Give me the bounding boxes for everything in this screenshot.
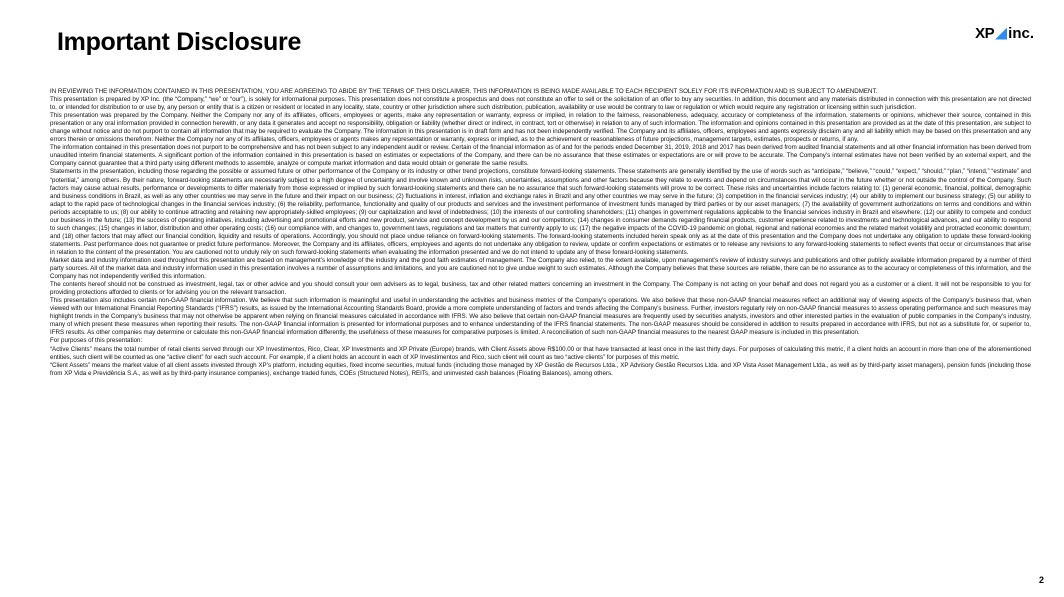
disclosure-paragraph: IN REVIEWING THE INFORMATION CONTAINED IN THIS PRESENTATION, YOU ARE AGREEING TO ABIDE BY THE TERMS OF THIS DISCLAIMER. THIS INFORMATION IS BEING MADE AVAILABLE TO EACH RECIPIENT SOLELY FOR ITS INFORMATION AND IS SUBJECT TO AMENDMENT.	[50, 88, 878, 95]
disclosure-paragraph: The contents hereof should not be construed as investment, legal, tax or other advice and you should consult your own advisers as to legal, business, tax and other related matters concerning an investment in the Company. The Company is not acting on your behalf and does not regard you as a customer or a client. It will not be responsible to you for providing protections afforded to clients or for advising you on the relevant transaction.	[50, 281, 1031, 297]
xp-chevron-icon	[995, 28, 1007, 40]
logo-text-xp: XP	[975, 25, 995, 42]
disclosure-paragraph: Statements in the presentation, including those regarding the possible or assumed future or other performance of the Company or its industry or other trend projections, constitute forward-looking statements. These statements are generally identified by the use of words such as “anticipate,” “believe,” “could,” “expect,” “should,” “plan,” “intend,” “estimate” and “potential,” among others. By their nature, forward-looking statements are necessarily subject to a high degree of uncertainty and involve known and unknown risks, uncertainties, assumptions and other factors because they relate to events and depend on circumstances that will occur in the future whether or not outside the control of the Company. Such factors may cause actual results, performance or developments to differ materially from those expressed or implied by such forward-looking statements and there can be no assurance that such forward-looking statements will prove to be correct. These risks and uncertainties include factors relating to: (1) general economic, financial, political, demographic and business conditions in Brazil, as well as any other countries we may serve in the future and their impact on our business; (2) fluctuations in interest, inflation and exchange rates in Brazil and any other countries we may serve in the future; (3) competition in the financial services industry; (4) our ability to implement our business strategy; (5) our ability to adapt to the rapid pace of technological changes in the financial services industry; (6) the reliability, performance, functionality and quality of our products and services and the investment performance of investment funds managed by third parties or by our asset managers; (7) the availability of government authorizations on terms and conditions and within periods acceptable to us; (8) our ability to continue attracting and retaining new appropriately-skilled employees; (9) our capitalization and level of indebtedness; (10) the interests of our controlling shareholders; (11) changes in government regulations applicable to the financial services industry in Brazil and elsewhere; (12) our ability to compete and conduct our business in the future; (13) the success of operating initiatives, including advertising and promotional efforts and new product, service and concept development by us and our competitors; (14) changes in consumer demands regarding financial products, customer experience related to investments and technological advances, and our ability to respond to such changes; (15) changes in labor, distribution and other operating costs; (16) our compliance with, and changes to, government laws, regulations and tax matters that currently apply to us; (17) the negative impacts of the COVID-19 pandemic on global, regional and national economies and the related market volatility and protracted economic downturn; and (18) other factors that may affect our financial condition, liquidity and results of operations. Accordingly, you should not place undue reliance on forward-looking statements. The forward-looking statements included herein speak only as at the date of this presentation and the Company does not undertake any obligation to update these forward-looking statements. Past performance does not guarantee or predict future performance. Moreover, the Company and its affiliates, officers, employees and agents do not undertake any obligation to review, update or confirm expectations or estimates or to release any revisions to any forward-looking statements to reflect events that occur or circumstances that arise in relation to the content of the presentation. You are cautioned not to unduly rely on such forward-looking statements when evaluating the information presented and we do not intend to update any of these forward-looking statements.	[50, 168, 1031, 256]
disclosure-paragraph: “Client Assets” means the market value of all client assets invested through XP’s platform, including equities, fixed income securities, mutual funds (including those managed by XP Gestão de Recursos Ltda., XP Advisory Gestão Recursos Ltda. and XP Vista Asset Management Ltda., as well as by third-party asset managers), pension funds (including those from XP Vida e Previdência S.A., as well as by third-party insurance companies), exchange traded funds, COEs (Structured Notes), REITs, and uninvested cash balances (Floating Balances), among others.	[50, 361, 1031, 377]
disclosure-paragraph: This presentation was prepared by the Company. Neither the Company nor any of its affiliates, officers, employees or agents, make any representation or warranty, express or implied, in relation to the fairness, reasonableness, adequacy, accuracy or completeness of the information, statements or opinions, whichever their source, contained in this presentation or any oral information provided in connection herewith, or any data it generates and accept no responsibility, obligation or liability (whether direct or indirect, in contract, tort or otherwise) in relation to any of such information. The information and opinions contained in this presentation are provided as at the date of this presentation, are subject to change without notice and do not purport to contain all information that may be required to evaluate the Company. The information in this presentation is in draft form and has not been independently verified. The Company and its affiliates, officers, employees and agents expressly disclaim any and all liability which may be based on this presentation and any errors therein or omissions therefrom. Neither the Company nor any of its affiliates, officers, employees or agents makes any representation or warranty, express or implied, as to the achievement or reasonableness of future projections, management targets, estimates, prospects or returns, if any.	[50, 112, 1031, 144]
disclosure-paragraph: This presentation is prepared by XP Inc. (the “Company,” “we” or “our”), is solely for informational purposes. This presentation does not constitute a prospectus and does not constitute an offer to sell or the solicitation of an offer to buy any securities. In addition, this document and any materials distributed in connection with this presentation are not directed to, or intended for distribution to or use by, any person or entity that is a citizen or resident or located in any locality, state, country or other jurisdiction where such distribution, publication, availability or use would be contrary to law or regulation or which would require any registration or licensing within such jurisdiction.	[50, 96, 1031, 112]
disclosure-paragraph: “Active Clients” means the total number of retail clients served through our XP Investimentos, Rico, Clear, XP Investments and XP Private (Europe) brands, with Client Assets above R$100.00 or that have transacted at least once in the last thirty days. For purposes of calculating this metric, if a client holds an account in more than one of the aforementioned entities, such client will be counted as one “active client” for each such account. For example, if a client holds an account in each of XP Investimentos and Rico, such client will count as two “active clients” for purposes of this metric.	[50, 345, 1031, 361]
logo-text-inc: inc.	[1008, 25, 1034, 42]
disclosure-paragraph: For purposes of this presentation:	[50, 337, 143, 345]
disclosure-paragraph: Market data and industry information used throughout this presentation are based on management’s knowledge of the industry and the good faith estimates of management. The Company also relied, to the extent available, upon management’s review of industry surveys and publications and other publicly available information prepared by a number of third party sources. All of the market data and industry information used in this presentation involves a number of assumptions and limitations, and you are cautioned not to give undue weight to such estimates. Although the Company believes that these sources are reliable, there can be no assurance as to the accuracy or completeness of this information, and the Company has not independently verified this information.	[50, 256, 1031, 281]
disclosure-body	[50, 88, 1031, 378]
page-title: Important Disclosure	[57, 28, 302, 56]
disclosure-paragraph: This presentation also includes certain non-GAAP financial information. We believe that such information is meaningful and useful in understanding the activities and business metrics of the Company’s operations. We also believe that these non-GAAP financial measures reflect an additional way of viewing aspects of the Company’s business that, when viewed with our International Financial Reporting Standards (“IFRS”) results, as issued by the International Accounting Standards Board, provide a more complete understanding of factors and trends affecting the Company’s business. Further, investors regularly rely on non-GAAP financial measures to assess operating performance and such measures may highlight trends in the Company’s business that may not otherwise be apparent when relying on financial measures calculated in accordance with IFRS. We also believe that certain non-GAAP financial measures are frequently used by securities analysts, investors and other interested parties in the evaluation of public companies in the Company’s industry, many of which present these measures when reporting their results. The non-GAAP financial information is presented for informational purposes and to enhance understanding of the IFRS financial statements. The non-GAAP measures should be considered in addition to results prepared in accordance with IFRS, but not as a substitute for, or superior to, IFRS results. As other companies may determine or calculate this non-GAAP financial information differently, the usefulness of these measures for comparative purposes is limited. A reconciliation of such non-GAAP financial measures to the nearest GAAP measure is included in this presentation.	[50, 297, 1031, 337]
company-logo	[975, 25, 1034, 42]
page-number: 2	[1038, 575, 1044, 585]
disclosure-paragraph: The information contained in this presentation does not purport to be comprehensive and has not been subject to any independent audit or review. Certain of the financial information as of and for the periods ended December 31, 2019, 2018 and 2017 has been derived from audited financial statements and all other financial information has been derived from unaudited interim financial statements. A significant portion of the information contained in this presentation is based on estimates or expectations of the Company, and there can be no assurance that these estimates or expectations are or will prove to be accurate. The Company’s internal estimates have not been verified by an external expert, and the Company cannot guarantee that a third party using different methods to assemble, analyze or compute market information and data would obtain or generate the same results.	[50, 144, 1031, 168]
